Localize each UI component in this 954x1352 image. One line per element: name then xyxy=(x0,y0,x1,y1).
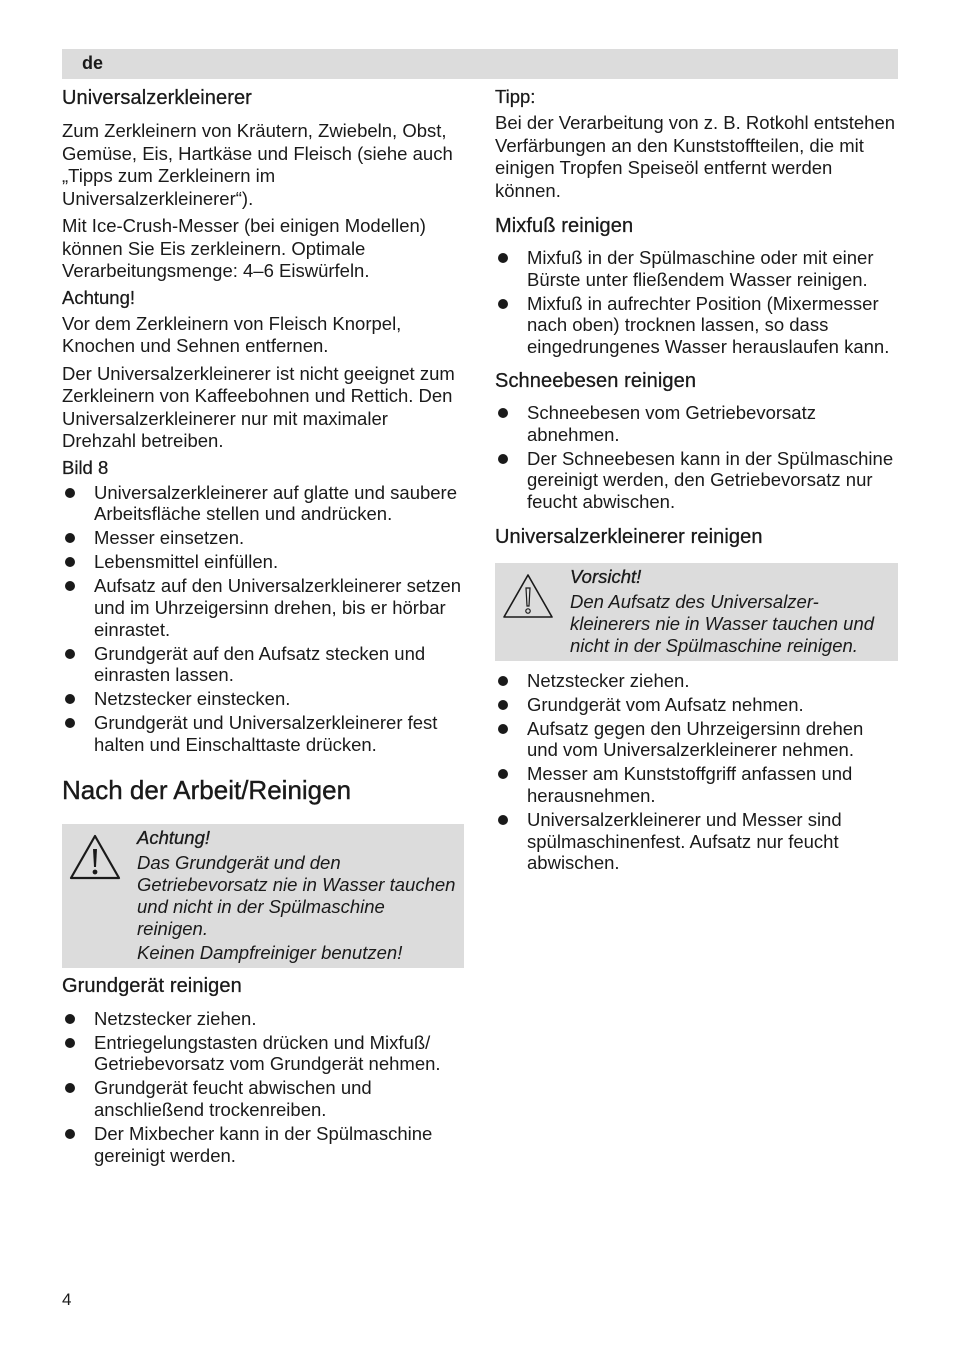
warning-text: Das Grundgerät und den Getriebevorsatz nie in Wasser tauchen und nicht in der Spülmaschine reinigen. xyxy=(137,851,456,939)
list-item: Mixfuß in der Spülmaschine oder mit einer Bürste unter fließendem Wasser reinigen. xyxy=(495,247,898,290)
list-item: Universalzerkleinerer auf glatte und saubere Arbeitsfläche stellen und andrücken. xyxy=(62,482,464,525)
grund-steps-list xyxy=(62,1008,464,1167)
list-item: Der Mixbecher kann in der Spülmaschine gereinigt werden. xyxy=(62,1123,464,1166)
right-column xyxy=(495,84,898,876)
bullet-icon xyxy=(65,557,75,567)
list-item: Netzstecker ziehen. xyxy=(495,670,898,692)
paragraph-intro: Zum Zerkleinern von Kräutern, Zwiebeln, Obst, Gemüse, Eis, Hartkäse und Fleisch (siehe auch „Tipps zum Zerkleinern im Universalzerkleinerer“). xyxy=(62,120,453,209)
bullet-icon xyxy=(498,815,508,825)
bullet-icon xyxy=(498,769,508,779)
warning-box-achtung xyxy=(62,824,464,968)
bullet-icon xyxy=(65,1129,75,1139)
list-item: Der Schneebesen kann in der Spülmaschine gereinigt werden, den Getriebevorsatz nur feucht abwischen. xyxy=(495,448,898,513)
warning-title: Achtung! xyxy=(137,826,211,848)
warning-triangle-icon xyxy=(501,571,555,621)
paragraph-tipp: Bei der Verarbeitung von z. B. Rotkohl entstehen Verfärbungen an den Kunststoffteilen, die mit einigen Tropfen Speiseöl entfernt werden können. xyxy=(495,112,896,201)
bullet-icon xyxy=(65,718,75,728)
bullet-icon xyxy=(65,649,75,659)
list-item: Aufsatz auf den Universalzerkleinerer setzen und im Uhrzeigersinn drehen, bis er hörbar einrastet. xyxy=(62,575,464,640)
left-column xyxy=(62,84,464,1169)
bullet-icon xyxy=(65,1083,75,1093)
heading-universalzerkleinerer: Universalzerkleinerer xyxy=(62,87,252,109)
bullet-icon xyxy=(65,581,75,591)
label-tipp: Tipp: xyxy=(495,86,536,107)
label-bild-8: Bild 8 xyxy=(62,456,109,478)
list-item: Mixfuß in aufrechter Position (Mixermesser nach oben) trocknen lassen, so dass eingedrungenes Wasser herauslaufen kann. xyxy=(495,293,898,358)
list-item: Grundgerät auf den Aufsatz stecken und einrasten lassen. xyxy=(62,643,464,686)
paragraph-ice-crush: Mit Ice-Crush-Messer (bei einigen Modellen) können Sie Eis zerkleinern. Optimale Verarbeitungsmenge: 4–6 Eiswürfeln. xyxy=(62,215,426,281)
bullet-icon xyxy=(65,1014,75,1024)
bullet-icon xyxy=(65,1038,75,1048)
label-achtung: Achtung! xyxy=(62,286,136,308)
warning-title: Vorsicht! xyxy=(570,565,642,587)
bullet-icon xyxy=(498,676,508,686)
heading-schneebesen-reinigen: Schneebesen reinigen xyxy=(495,369,697,392)
list-item: Schneebesen vom Getriebevorsatz abnehmen. xyxy=(495,402,898,445)
bullet-icon xyxy=(498,724,508,734)
warning-text: Den Aufsatz des Universalzer-kleinerers nie in Wasser tauchen und nicht in der Spülmaschine reinigen. xyxy=(570,590,875,656)
bullet-icon xyxy=(498,454,508,464)
heading-mixfuss-reinigen: Mixfuß reinigen xyxy=(495,215,634,237)
section-title-nach-der-arbeit: Nach der Arbeit/Reinigen xyxy=(62,774,352,805)
list-item: Netzstecker ziehen. xyxy=(62,1008,464,1030)
list-item: Lebensmittel einfüllen. xyxy=(62,551,464,573)
page-number: 4 xyxy=(62,1290,72,1309)
bullet-icon xyxy=(498,700,508,710)
heading-grundgeraet-reinigen: Grundgerät reinigen xyxy=(62,974,242,997)
mixfuss-steps-list xyxy=(495,247,898,358)
list-item: Aufsatz gegen den Uhrzeigersinn drehen und vom Universalzerkleinerer nehmen. xyxy=(495,718,898,761)
list-item: Universalzerkleinerer und Messer sind spülmaschinenfest. Aufsatz nur feucht abwischen. xyxy=(495,809,898,874)
list-item: Grundgerät und Universalzerkleinerer fest halten und Einschalttaste drücken. xyxy=(62,712,464,755)
warning-triangle-icon xyxy=(68,832,122,882)
list-item: Netzstecker einstecken. xyxy=(62,688,464,710)
warning-text-2: Keinen Dampfreiniger benutzen! xyxy=(137,941,403,963)
bullet-icon xyxy=(498,299,508,309)
paragraph-knorpel: Vor dem Zerkleinern von Fleisch Knorpel, Knochen und Sehnen entfernen. xyxy=(62,312,402,356)
list-item: Entriegelungstasten drücken und Mixfuß/ Getriebevorsatz vom Grundgerät nehmen. xyxy=(62,1032,464,1075)
bullet-icon xyxy=(65,694,75,704)
list-item: Grundgerät vom Aufsatz nehmen. xyxy=(495,694,898,716)
bullet-icon xyxy=(65,533,75,543)
heading-universalzerkleinerer-reinigen: Universalzerkleinerer reinigen xyxy=(495,525,763,548)
list-item: Messer einsetzen. xyxy=(62,527,464,549)
bullet-icon xyxy=(498,408,508,418)
univ-steps-list xyxy=(495,670,898,875)
list-item: Grundgerät feucht abwischen und anschließend trockenreiben. xyxy=(62,1077,464,1120)
language-code: de xyxy=(82,53,104,73)
bullet-icon xyxy=(65,488,75,498)
bullet-icon xyxy=(498,253,508,263)
language-bar xyxy=(62,49,898,79)
warning-box-vorsicht xyxy=(495,563,898,661)
list-item: Messer am Kunststoffgriff anfassen und herausnehmen. xyxy=(495,763,898,806)
schnee-steps-list xyxy=(495,402,898,513)
steps-list xyxy=(62,482,464,756)
paragraph-not-suitable: Der Universalzerkleinerer ist nicht geeignet zum Zerkleinern von Kaffeebohnen und Rettich. Den Universalzerkleinerer nur mit maximaler Drehzahl betreiben. xyxy=(62,362,455,451)
